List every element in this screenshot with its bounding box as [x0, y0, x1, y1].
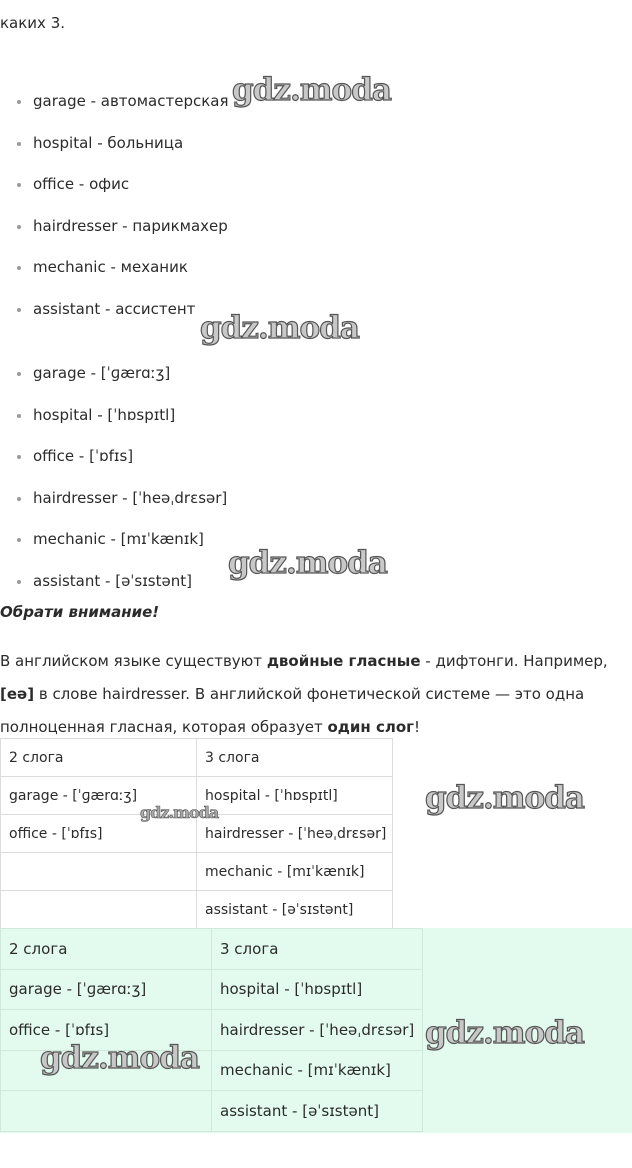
table-cell: hospital - [ˈhɒspɪtl] — [212, 969, 423, 1010]
highlighted-table-panel — [0, 928, 632, 1133]
list-item: office - офис — [0, 173, 228, 215]
transcription-list — [0, 362, 227, 612]
table-cell: office - [ˈɒfɪs] — [1, 1010, 212, 1051]
list-item: mechanic - механик — [0, 256, 228, 298]
table-cell: assistant - [əˈsɪstənt] — [212, 1091, 423, 1132]
table-row — [1, 1050, 423, 1091]
note-paragraph — [0, 645, 632, 744]
watermark: gdz.moda — [40, 1040, 199, 1076]
translation-list — [0, 90, 228, 340]
table-cell — [1, 1091, 212, 1132]
watermark: gdz.moda — [232, 72, 391, 108]
table-header: 2 слога — [1, 739, 197, 777]
table-row — [1, 1091, 423, 1132]
note-bold: [eə] — [0, 685, 35, 703]
table-cell: mechanic - [mɪˈkænɪk] — [197, 853, 393, 891]
list-item: hospital - [ˈhɒspɪtl] — [0, 404, 227, 446]
watermark: gdz.moda — [425, 1015, 584, 1051]
table-header: 3 слога — [212, 929, 423, 970]
list-item: assistant - ассистент — [0, 298, 228, 340]
list-item: mechanic - [mɪˈkænɪk] — [0, 528, 227, 570]
intro-text: каких 3. — [0, 14, 66, 32]
list-item: hairdresser - парикмахер — [0, 215, 228, 257]
watermark: gdz.moda — [425, 780, 584, 816]
list-item: garage - [ˈɡærɑːʒ] — [0, 362, 227, 404]
table-header: 3 слога — [197, 739, 393, 777]
note-text: В английском языке существуют — [0, 652, 267, 670]
watermark: gdz.moda — [140, 803, 219, 822]
list-item: garage - автомастерская — [0, 90, 228, 132]
table-header-row — [1, 929, 423, 970]
table-cell: assistant - [əˈsɪstənt] — [197, 891, 393, 929]
table-row — [1, 853, 393, 891]
table-row — [1, 815, 393, 853]
note-bold: двойные гласные — [266, 652, 421, 670]
list-item: assistant - [əˈsɪstənt] — [0, 570, 227, 612]
table-row — [1, 891, 393, 929]
table-cell: office - [ˈɒfɪs] — [1, 815, 197, 853]
table-header-row — [1, 739, 393, 777]
table-cell: garage - [ˈɡærɑːʒ] — [1, 969, 212, 1010]
list-item: hairdresser - [ˈheəˌdrɛsər] — [0, 487, 227, 529]
note-text: ! — [414, 718, 421, 736]
watermark: gdz.moda — [228, 545, 387, 581]
note-text: - дифтонги. Например, — [420, 652, 608, 670]
table-cell: hairdresser - [ˈheəˌdrɛsər] — [197, 815, 393, 853]
note-text: в слове hairdresser. В английской фонетической системе — это одна полноценная гласная, которая образует — [0, 685, 585, 736]
note-bold: один слог — [327, 718, 414, 736]
syllable-table — [0, 738, 393, 929]
table-cell: hospital - [ˈhɒspɪtl] — [197, 777, 393, 815]
note-title: Обрати внимание! — [0, 603, 160, 621]
table-cell: mechanic - [mɪˈkænɪk] — [212, 1050, 423, 1091]
table-row — [1, 777, 393, 815]
watermark: gdz.moda — [200, 310, 359, 346]
table-cell — [1, 853, 197, 891]
table-cell — [1, 1050, 212, 1091]
list-item: hospital - больница — [0, 132, 228, 174]
table-cell: hairdresser - [ˈheəˌdrɛsər] — [212, 1010, 423, 1051]
table-row — [1, 969, 423, 1010]
table-header: 2 слога — [1, 929, 212, 970]
list-item: office - [ˈɒfɪs] — [0, 445, 227, 487]
table-cell: garage - [ˈɡærɑːʒ] — [1, 777, 197, 815]
table-cell — [1, 891, 197, 929]
table-row — [1, 1010, 423, 1051]
syllable-table-highlighted — [0, 928, 423, 1132]
